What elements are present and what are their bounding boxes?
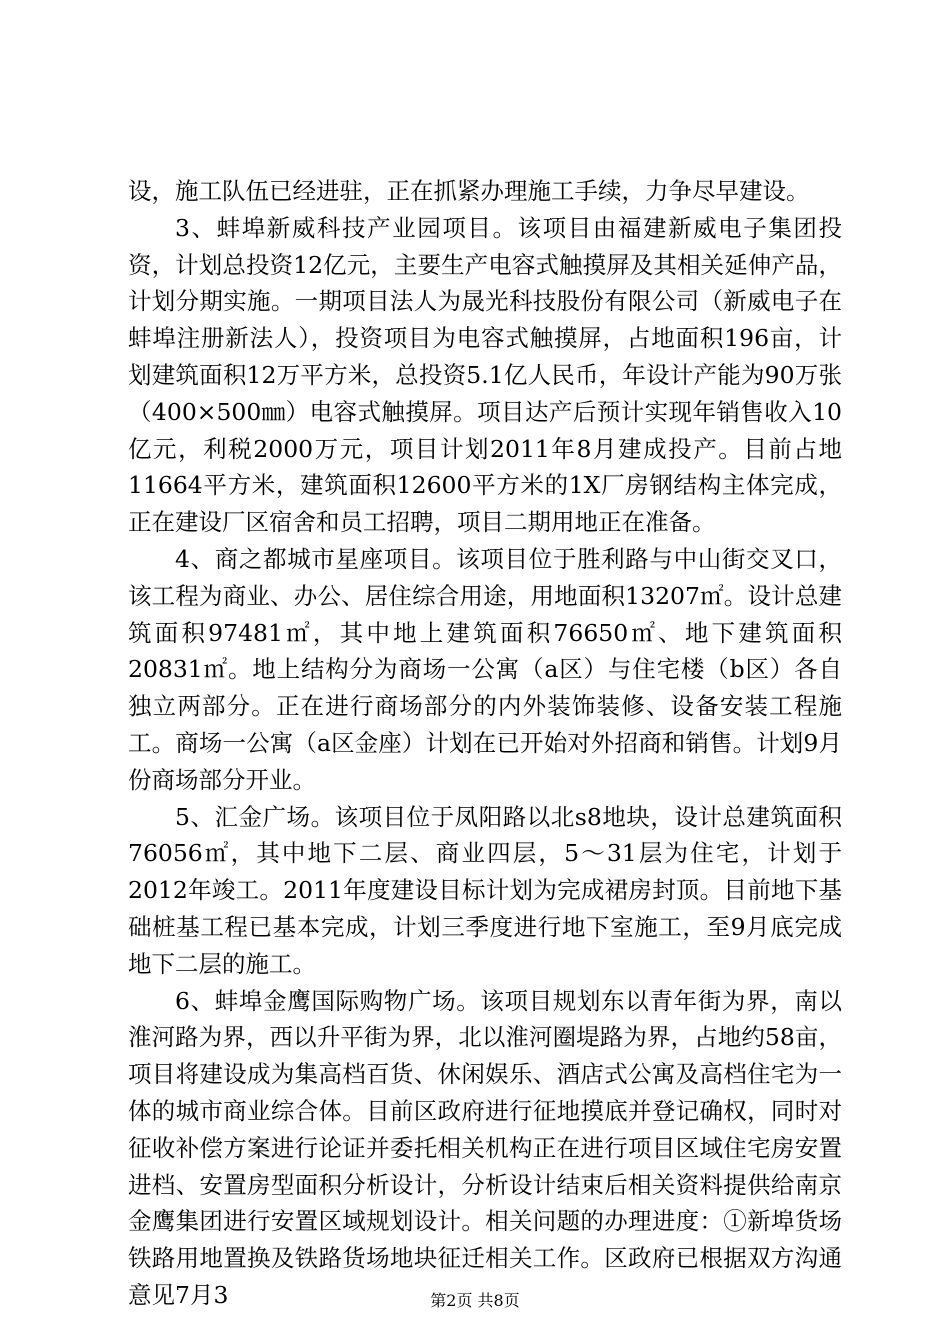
paragraph-item-3: 3、蚌埠新威科技产业园项目。该项目由福建新威电子集团投资，计划总投资12亿元，主要生产电容式触摸屏及其相关延伸产品，计划分期实施。一期项目法人为晟光科技股份有限公司（新威电子在蚌埠注册新法人），投资项目为电容式触摸屏，占地面积196亩，计划建筑面积12万平方米，总投资5.1亿人民币，年设计产能为90万张（400×500㎜）电容式触摸屏。项目达产后预计实现年销售收入10亿元，利税2000万元，项目计划2011年8月建成投产。目前占地11664平方米，建筑面积12600平方米的1X厂房钢结构主体完成，正在建设厂区宿舍和员工招聘，项目二期用地正在准备。 — [128, 213, 842, 537]
paragraph-item-5: 5、汇金广场。该项目位于凤阳路以北s8地块，设计总建筑面积76056㎡，其中地下二层、商业四层，5～31层为住宅，计划于2012年竣工。2011年度建设目标计划为完成裙房封顶。目前地下基础桩基工程已基本完成，计划三季度进行地下室施工，至9月底完成地下二层的施工。 — [128, 802, 842, 978]
paragraph-continuation: 设，施工队伍已经进驻，正在抓紧办理施工手续，力争尽早建设。 — [128, 177, 810, 205]
body-text — [128, 173, 842, 1314]
paragraph-item-4: 4、商之都城市星座项目。该项目位于胜利路与中山街交叉口，该工程为商业、办公、居住综合用途，用地面积13207㎡。设计总建筑面积97481㎡，其中地上建筑面积76650㎡、地下建筑面积20831㎡。地上结构分为商场一公寓（a区）与住宅楼（b区）各自独立两部分。正在进行商场部分的内外装饰装修、设备安装工程施工。商场一公寓（a区金座）计划在已开始对外招商和销售。计划9月份商场部分开业。 — [128, 544, 842, 794]
paragraph-item-6: 6、蚌埠金鹰国际购物广场。该项目规划东以青年街为界，南以淮河路为界，西以升平街为界，北以淮河圈堤路为界，占地约58亩，项目将建设成为集高档百货、休闲娱乐、酒店式公寓及高档住宅为一体的城市商业综合体。目前区政府进行征地摸底并登记确权，同时对征收补偿方案进行论证并委托相关机构正在进行项目区域住宅房安置进档、安置房型面积分析设计，分析设计结束后相关资料提供给南京金鹰集团进行安置区域规划设计。相关问题的办理进度：①新埠货场铁路用地置换及铁路货场地块征迁相关工作。区政府已根据双方沟通意见7月3 — [128, 986, 842, 1309]
page-footer: 第2页 共8页 — [430, 1291, 520, 1310]
